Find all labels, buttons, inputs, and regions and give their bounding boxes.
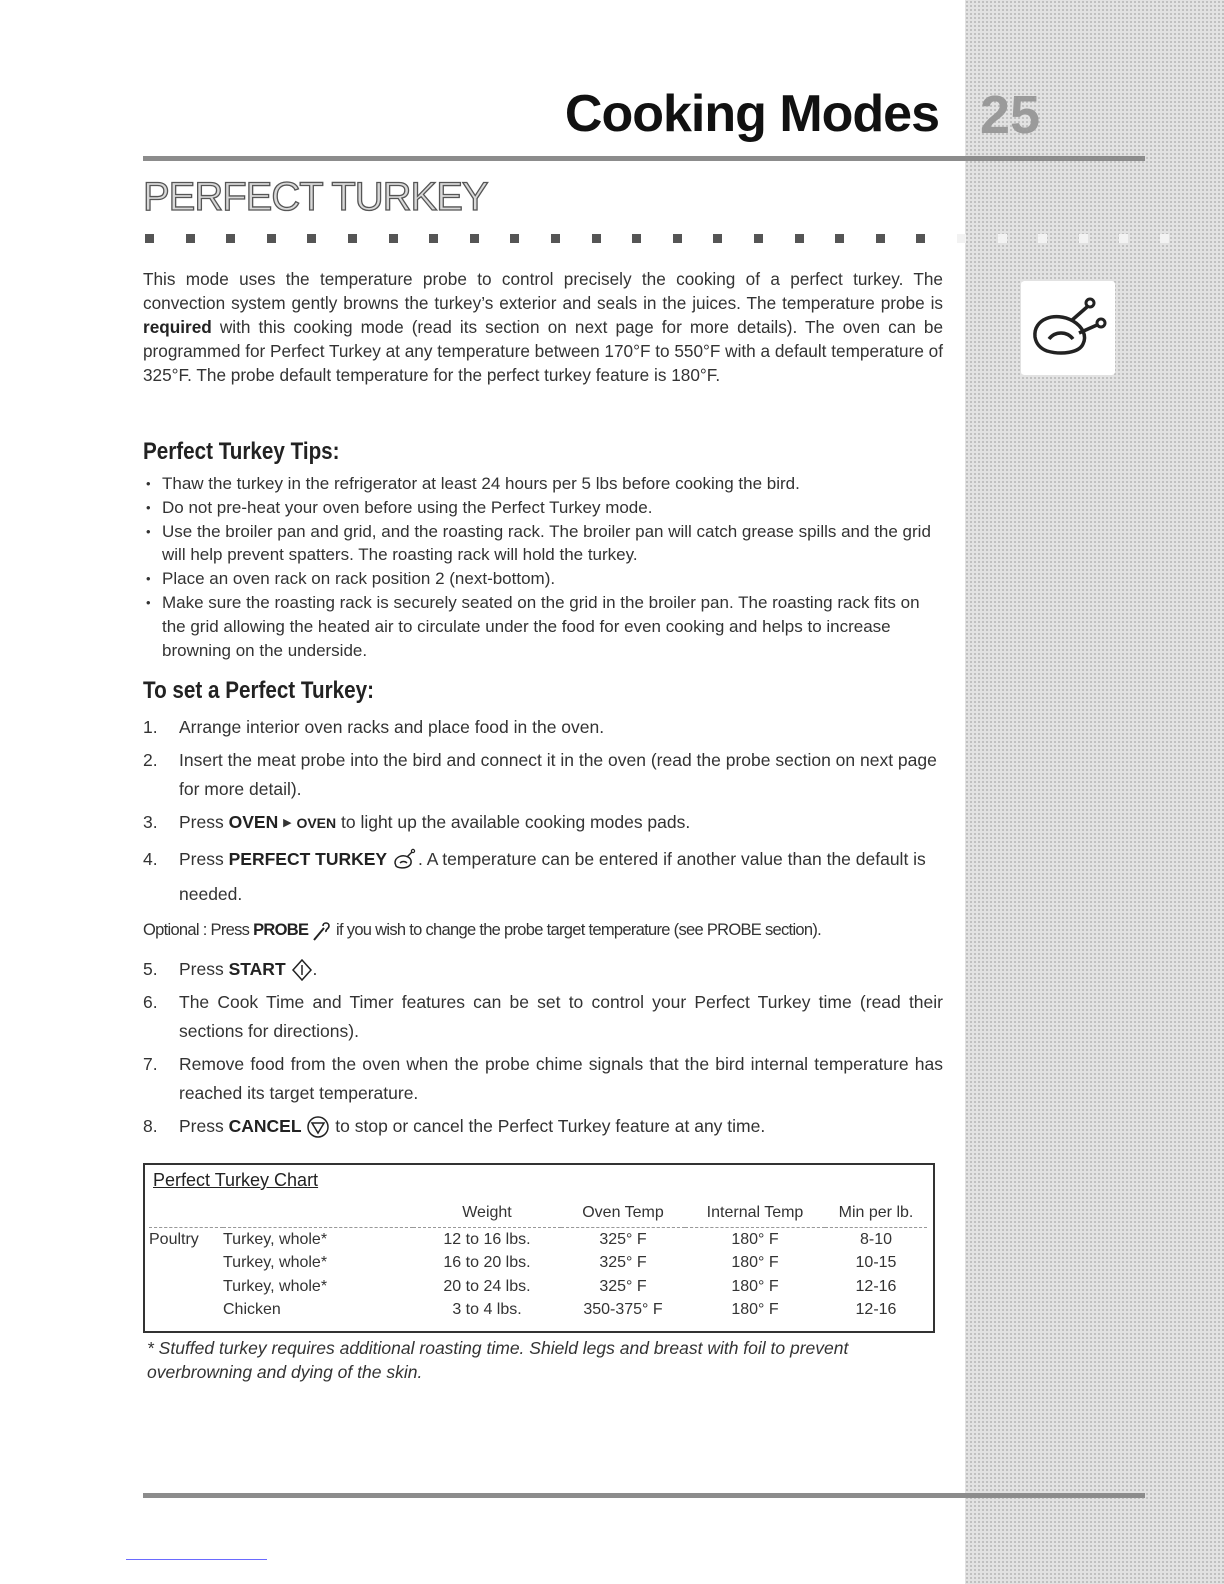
chart-cell: [149, 1252, 223, 1276]
divider-dot: [186, 234, 195, 243]
page-number: 25: [980, 85, 1041, 145]
divider-dot: [713, 234, 722, 243]
divider-dot: [835, 234, 844, 243]
divider-dot: [348, 234, 357, 243]
section-title: PERFECT TURKEY: [143, 175, 488, 219]
chart-cell: 10-15: [855, 1254, 897, 1272]
divider-dot: [429, 234, 438, 243]
chart-row: [149, 1299, 927, 1323]
chart-cell: 325° F: [599, 1230, 647, 1248]
chart-column-header: Oven Temp: [582, 1204, 664, 1221]
setup-heading: To set a Perfect Turkey:: [143, 677, 374, 704]
chart-cell: 20 to 24 lbs.: [443, 1277, 531, 1295]
chart-cell: Turkey, whole*: [223, 1277, 328, 1295]
step-3: 3. Press OVEN ▶ OVEN to light up the available cooking modes pads.: [143, 812, 691, 832]
intro-paragraph: [143, 267, 943, 387]
probe-icon: [312, 920, 332, 942]
tip-item: • Do not pre-heat your oven before using the Perfect Turkey mode.: [143, 496, 943, 520]
intro-text-1: This mode uses the temperature probe to control precisely the cooking of a perfect turkey. The convection system gently browns the turkey’s exterior and seals in the juices. The temperature probe is: [143, 269, 943, 313]
mode-icon-box: [1021, 281, 1115, 375]
perfect-turkey-key-label: PERFECT TURKEY: [228, 849, 388, 869]
divider-dot: [876, 234, 885, 243]
start-key-label: START: [228, 959, 286, 979]
divider-dot: [267, 234, 276, 243]
chart-cell: 16 to 20 lbs.: [443, 1254, 531, 1272]
page-header-title: Cooking Modes: [564, 85, 939, 143]
divider-dot: [1079, 234, 1088, 243]
divider-dot: [957, 234, 966, 243]
chart-body: [149, 1228, 927, 1323]
chart-cell: Poultry: [149, 1230, 199, 1248]
chart-header-row: [149, 1199, 927, 1228]
footer-link-line: [126, 1559, 267, 1560]
tip-item: • Thaw the turkey in the refrigerator at least 24 hours per 5 lbs before cooking the bird.: [143, 472, 943, 496]
intro-bold: required: [143, 317, 212, 337]
divider-dot: [470, 234, 479, 243]
chart-column-header: Min per lb.: [838, 1204, 914, 1221]
step-1: 1. Arrange interior oven racks and place food in the oven.: [143, 717, 605, 737]
chart-row: [149, 1228, 927, 1252]
chart-row: [149, 1275, 927, 1299]
arrow-right-icon: ▶: [283, 816, 292, 829]
divider-dot: [632, 234, 641, 243]
footnote: * Stuffed turkey requires additional roasting time. Shield legs and breast with foil to prevent overbrowning and dying of the skin.: [147, 1338, 849, 1382]
divider-dot: [145, 234, 154, 243]
divider-dot: [389, 234, 398, 243]
chart-column-header: Weight: [462, 1204, 512, 1221]
chart-cell: 12-16: [855, 1277, 897, 1295]
chart-cell: 12-16: [855, 1301, 897, 1319]
tips-list: [143, 472, 943, 662]
divider-dot: [673, 234, 682, 243]
cancel-key-label: CANCEL: [228, 1116, 302, 1136]
tips-heading: Perfect Turkey Tips:: [143, 438, 340, 465]
divider-dot: [510, 234, 519, 243]
chart-row: [149, 1252, 927, 1276]
chart-cell: Turkey, whole*: [223, 1230, 328, 1248]
step-2: 2. Insert the meat probe into the bird and connect it in the oven (read the probe section on next page for more detail).: [143, 750, 937, 799]
divider-dot: [754, 234, 763, 243]
chart-cell: 180° F: [731, 1301, 779, 1319]
step-7: 7. Remove food from the oven when the probe chime signals that the bird internal temperature has reached its target temperature.: [143, 1054, 943, 1103]
header-rule: [143, 156, 1145, 161]
divider-dot: [307, 234, 316, 243]
chart-cell: 3 to 4 lbs.: [452, 1301, 522, 1319]
chart-cell: Turkey, whole*: [223, 1254, 328, 1272]
divider-dot: [592, 234, 601, 243]
optional-note: Optional : Press PROBE if you wish to change the probe target temperature (see PROBE section).: [143, 916, 943, 945]
cancel-icon: [306, 1115, 330, 1139]
step-6: 6. The Cook Time and Timer features can be set to control your Perfect Turkey time (read their sections for directions).: [143, 992, 943, 1041]
setup-steps: [143, 713, 943, 1145]
chart-cell: 180° F: [731, 1254, 779, 1272]
tip-item: • Place an oven rack on rack position 2 (next-bottom).: [143, 567, 943, 591]
chart-title: Perfect Turkey Chart: [153, 1170, 319, 1190]
turkey-icon: [1021, 281, 1115, 375]
chart-cell: 325° F: [599, 1254, 647, 1272]
chart-cell: 12 to 16 lbs.: [443, 1230, 531, 1248]
oven-key-label: OVEN: [228, 812, 279, 832]
dotted-divider: [145, 234, 1145, 248]
probe-key-label: PROBE: [253, 921, 309, 939]
chart-cell: [149, 1299, 223, 1323]
chart-column-header: Internal Temp: [706, 1204, 804, 1221]
chart-column-header: [223, 1199, 413, 1228]
chart-cell: 325° F: [599, 1277, 647, 1295]
divider-dot: [1160, 234, 1169, 243]
chart-cell: 180° F: [731, 1230, 779, 1248]
turkey-icon: [392, 848, 418, 872]
chart-table: [149, 1199, 927, 1322]
chart-cell: Chicken: [223, 1301, 281, 1319]
oven-key-label-small: OVEN: [296, 815, 337, 831]
step-8: 8. Press CANCEL to stop or cancel the Perfect Turkey feature at any time.: [143, 1112, 943, 1141]
perfect-turkey-chart: [143, 1163, 935, 1333]
divider-dot: [795, 234, 804, 243]
chart-cell: 350-375° F: [583, 1301, 663, 1319]
chart-column-header: [149, 1199, 223, 1228]
chart-cell: 8-10: [859, 1230, 893, 1248]
chart-cell: 180° F: [731, 1277, 779, 1295]
tip-item: • Make sure the roasting rack is securely seated on the grid in the broiler pan. The roasting rack fits on the grid allowing the heated air to circulate under the food for even cooking and helps to increase browning on the underside.: [143, 591, 943, 662]
divider-dot: [551, 234, 560, 243]
start-icon: [291, 958, 313, 982]
divider-dot: [916, 234, 925, 243]
divider-dot: [998, 234, 1007, 243]
divider-dot: [226, 234, 235, 243]
step-5: 5. Press START .: [143, 955, 943, 984]
divider-dot: [1119, 234, 1128, 243]
footer-rule: [143, 1493, 1145, 1498]
chart-cell: [149, 1275, 223, 1299]
intro-text-2: with this cooking mode (read its section on next page for more details). The oven can be programmed for Perfect Turkey at any temperature between 170°F to 550°F with a default temperature of 325°F. The probe default temperature for the perfect turkey feature is 180°F.: [143, 317, 944, 385]
divider-dot: [1038, 234, 1047, 243]
step-4: 4. Press PERFECT TURKEY . A temperature can be entered if another value than the default is needed.: [143, 849, 926, 904]
tip-item: • Use the broiler pan and grid, and the roasting rack. The broiler pan will catch grease spills and the grid will help prevent spatters. The roasting rack will hold the turkey.: [143, 520, 943, 568]
